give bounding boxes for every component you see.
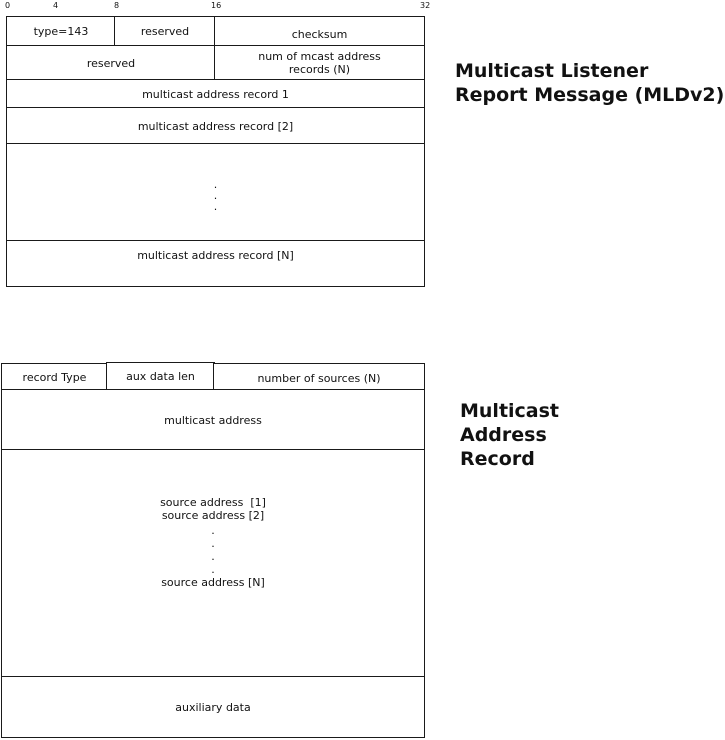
reserved-field-2 [6, 45, 216, 81]
auxiliary-data-label: auxiliary data [175, 700, 251, 714]
aux-data-len-label: aux data len [126, 370, 195, 383]
num-records-label-line1: num of mcast address [258, 50, 381, 63]
ellipsis-dot: . [211, 537, 215, 550]
mldv2-title-line2: Report Message (MLDv2) [455, 84, 725, 106]
mcast-record-2 [6, 107, 425, 145]
mcast-record-1-label: multicast address record 1 [142, 87, 289, 101]
mcast-record-n-label: multicast address record [N] [137, 249, 294, 262]
address-record-title-line1: Multicast [460, 400, 560, 422]
record-type-field [1, 363, 108, 391]
checksum-label: checksum [291, 28, 348, 41]
reserved-label-2: reserved [86, 56, 136, 70]
address-record-title-line3: Record [460, 448, 535, 470]
address-record-title-line2: Address [460, 424, 547, 446]
source-addresses-field [1, 449, 425, 678]
source-address-1: source address [1] [160, 496, 266, 509]
ellipsis-dot: . [213, 189, 218, 202]
record-type-label: record Type [22, 370, 87, 384]
num-sources-label: number of sources (N) [257, 371, 381, 385]
bit-tick-4: 4 [53, 1, 59, 10]
mcast-record-n [6, 240, 425, 287]
ellipsis-dot: . [211, 550, 215, 563]
bit-tick-0: 0 [5, 1, 11, 10]
bit-tick-32: 32 [420, 1, 431, 10]
auxiliary-data-field [1, 676, 425, 738]
type-field [6, 16, 116, 47]
mldv2-title-line1: Multicast Listener [455, 60, 649, 82]
ellipsis-dot: . [211, 563, 215, 576]
num-sources-field [213, 363, 425, 391]
multicast-address-label: multicast address [164, 413, 262, 427]
ellipsis-dot: . [213, 178, 218, 191]
address-record-title [460, 399, 559, 471]
source-address-n: source address [N] [161, 576, 265, 589]
aux-data-len-field [106, 362, 215, 391]
num-records-field [214, 45, 425, 81]
mcast-record-2-label: multicast address record [2] [137, 119, 294, 133]
ellipsis-dot: . [213, 200, 218, 213]
checksum-field [214, 16, 425, 47]
reserved-label-1: reserved [140, 25, 190, 38]
num-records-label-line2: records (N) [288, 63, 351, 76]
type-label: type=143 [33, 25, 89, 38]
bit-tick-16: 16 [211, 1, 222, 10]
ellipsis-dot: . [211, 524, 215, 537]
mldv2-title [455, 59, 724, 107]
reserved-field-1 [114, 16, 216, 47]
bit-tick-8: 8 [114, 1, 120, 10]
multicast-address-field [1, 389, 425, 451]
mcast-record-1 [6, 79, 425, 109]
mcast-records-ellipsis [6, 143, 425, 242]
source-address-2: source address [2] [161, 509, 265, 522]
